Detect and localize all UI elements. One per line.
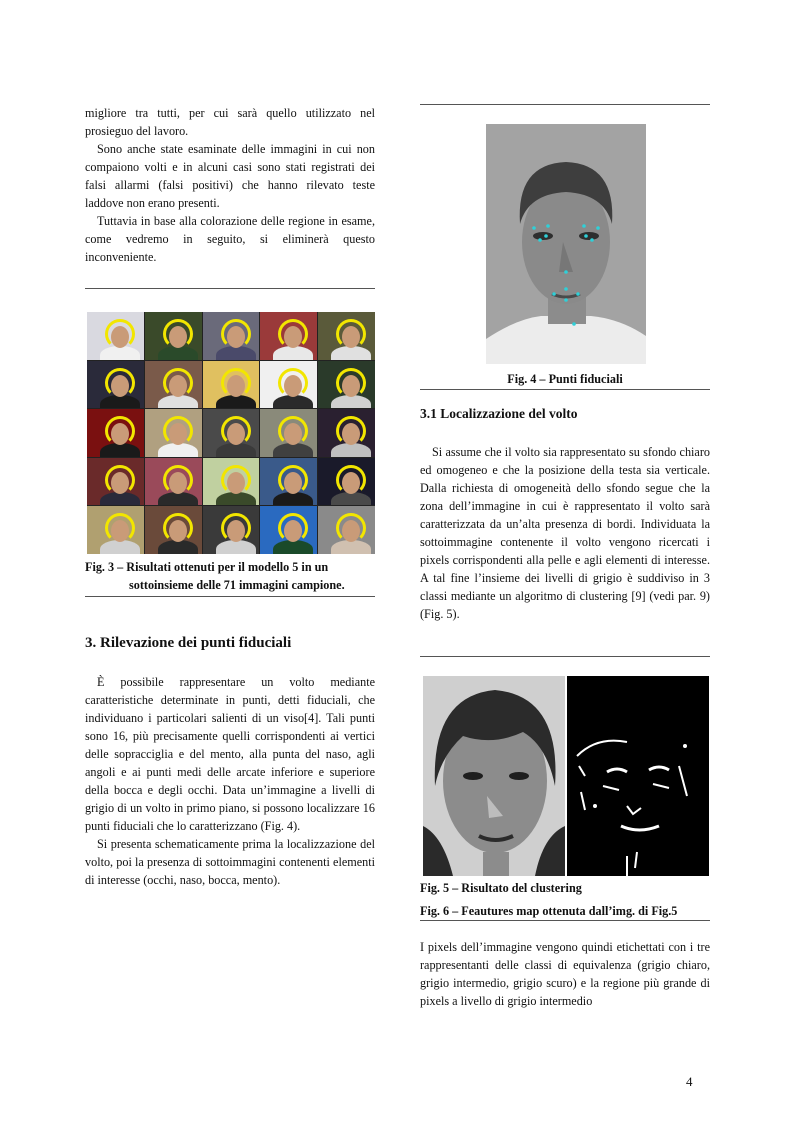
detection-halo	[163, 368, 193, 398]
detection-halo	[221, 416, 251, 446]
thumbnail	[318, 458, 375, 506]
detection-halo	[163, 513, 193, 543]
thumbnail	[318, 312, 375, 360]
thumbnail	[260, 312, 317, 360]
fig5-clustering-image	[423, 676, 565, 876]
thumbnail	[318, 361, 375, 409]
paragraph: migliore tra tutti, per cui sarà quello utilizzato nel prosieguo del lavoro.	[85, 106, 375, 138]
thumbnail	[203, 312, 260, 360]
thumbnail	[145, 312, 202, 360]
thumbnail	[87, 312, 144, 360]
fig4-face-image	[486, 124, 646, 364]
detection-halo	[105, 368, 135, 398]
detection-halo	[221, 319, 251, 349]
detection-halo	[336, 465, 366, 495]
divider	[85, 288, 375, 289]
detection-halo	[278, 513, 308, 543]
fig3-caption-line1: Fig. 3 – Risultati ottenuti per il modello 5 in un	[85, 560, 329, 574]
fig3-caption-line2: sottoinsieme delle 71 immagini campione.	[129, 578, 345, 592]
fig6-caption: Fig. 6 – Feautures map ottenuta dall’img. di Fig.5	[420, 904, 678, 918]
divider	[85, 596, 375, 597]
paragraph: Si presenta schematicamente prima la localizzazione del volto, poi la presenza di sottoimmagini contenenti elementi di interesse (occhi, naso, bocca, mento).	[85, 837, 375, 887]
thumbnail	[87, 361, 144, 409]
page-number: 4	[686, 1074, 693, 1089]
detection-halo	[278, 465, 308, 495]
detection-halo	[221, 465, 251, 495]
paragraph: È possibile rappresentare un volto mediante caratteristiche determinate in punti, detti fiduciali, che individuano i particolari salienti di un viso[4]. Tali punti sono 16, più precisamente quelli corrispondenti ai vertici delle sopracciglia e del mento, alla punta del naso, agli angoli e ai punti medi delle arcate inferiore e superiore della bocca e degli occhi. Data un’immagine a livelli di grigio di un volto in primo piano, si possono localizzare 16 punti fiduciali che lo caratterizzano (Fig. 4).	[85, 675, 375, 833]
divider	[420, 656, 710, 657]
detection-halo	[336, 368, 366, 398]
detection-halo	[105, 319, 135, 349]
detection-halo	[105, 513, 135, 543]
thumbnail	[203, 506, 260, 554]
divider	[420, 389, 710, 390]
thumbnail	[145, 409, 202, 457]
detection-halo	[221, 368, 251, 398]
fig6-features-map-image	[567, 676, 709, 876]
divider	[420, 104, 710, 105]
section-title: 3. Rilevazione dei punti fiduciali	[85, 635, 292, 651]
thumbnail	[87, 409, 144, 457]
thumbnail	[203, 361, 260, 409]
subsection-body	[420, 443, 710, 623]
detection-halo	[278, 416, 308, 446]
paragraph: Sono anche state esaminate delle immagini in cui non compaiono volti e in alcuni casi sono stati registrati dei falsi allarmi (falsi positivi) che hanno rilevato teste laddove non erano presenti.	[85, 142, 375, 210]
thumbnail	[260, 361, 317, 409]
section-body	[85, 673, 375, 889]
thumbnail	[260, 458, 317, 506]
thumbnail	[87, 506, 144, 554]
fig5-caption: Fig. 5 – Risultato del clustering	[420, 881, 582, 895]
thumbnail	[87, 458, 144, 506]
thumbnail	[145, 506, 202, 554]
detection-halo	[105, 416, 135, 446]
fig4-caption: Fig. 4 – Punti fiduciali	[507, 372, 623, 386]
fig6-border	[707, 676, 709, 876]
detection-halo	[163, 319, 193, 349]
thumbnail	[318, 506, 375, 554]
detection-halo	[336, 416, 366, 446]
right-bottom-text	[420, 938, 710, 1010]
detection-halo	[336, 513, 366, 543]
paragraph: Si assume che il volto sia rappresentato su sfondo chiaro ed omogeneo e che la posizione della testa sia verticale. Dalla richiesta di omogeneità dello sfondo segue che la zona dell’immagine in cui è rappresentato il volto sarà caratterizzata da un’alta presenza di bordi. Individuata la sottoimmagine contenente il volto vengono ricercati i pixels corrispondenti alla pelle e agli elementi di interesse. A tal fine l’insieme dei livelli di grigio è suddiviso in 3 classi mediante un algoritmo di clustering [9] (vedi par. 9) (Fig. 5).	[420, 445, 710, 621]
detection-halo	[105, 465, 135, 495]
detection-halo	[278, 319, 308, 349]
detection-halo	[163, 416, 193, 446]
thumbnail	[145, 361, 202, 409]
thumbnail	[260, 506, 317, 554]
fig3-caption	[85, 558, 375, 594]
detection-halo	[221, 513, 251, 543]
detection-halo	[278, 368, 308, 398]
paragraph: Tuttavia in base alla colorazione delle regione in esame, come vedremo in seguito, si eliminerà questo inconveniente.	[85, 214, 375, 264]
thumbnail	[203, 458, 260, 506]
detection-halo	[336, 319, 366, 349]
thumbnail	[260, 409, 317, 457]
thumbnail	[203, 409, 260, 457]
thumbnail	[145, 458, 202, 506]
paragraph: I pixels dell’immagine vengono quindi etichettati con i tre rappresentanti delle classi di equivalenza (grigio chiaro, grigio intermedio, grigio scuro) e la regione più grande di pixels a livello di grigio intermedio	[420, 940, 710, 1008]
thumbnail	[318, 409, 375, 457]
fig3-image-grid	[87, 312, 375, 554]
left-top-text	[85, 104, 375, 266]
subsection-title: 3.1 Localizzazione del volto	[420, 406, 578, 421]
divider	[420, 920, 710, 921]
detection-halo	[163, 465, 193, 495]
